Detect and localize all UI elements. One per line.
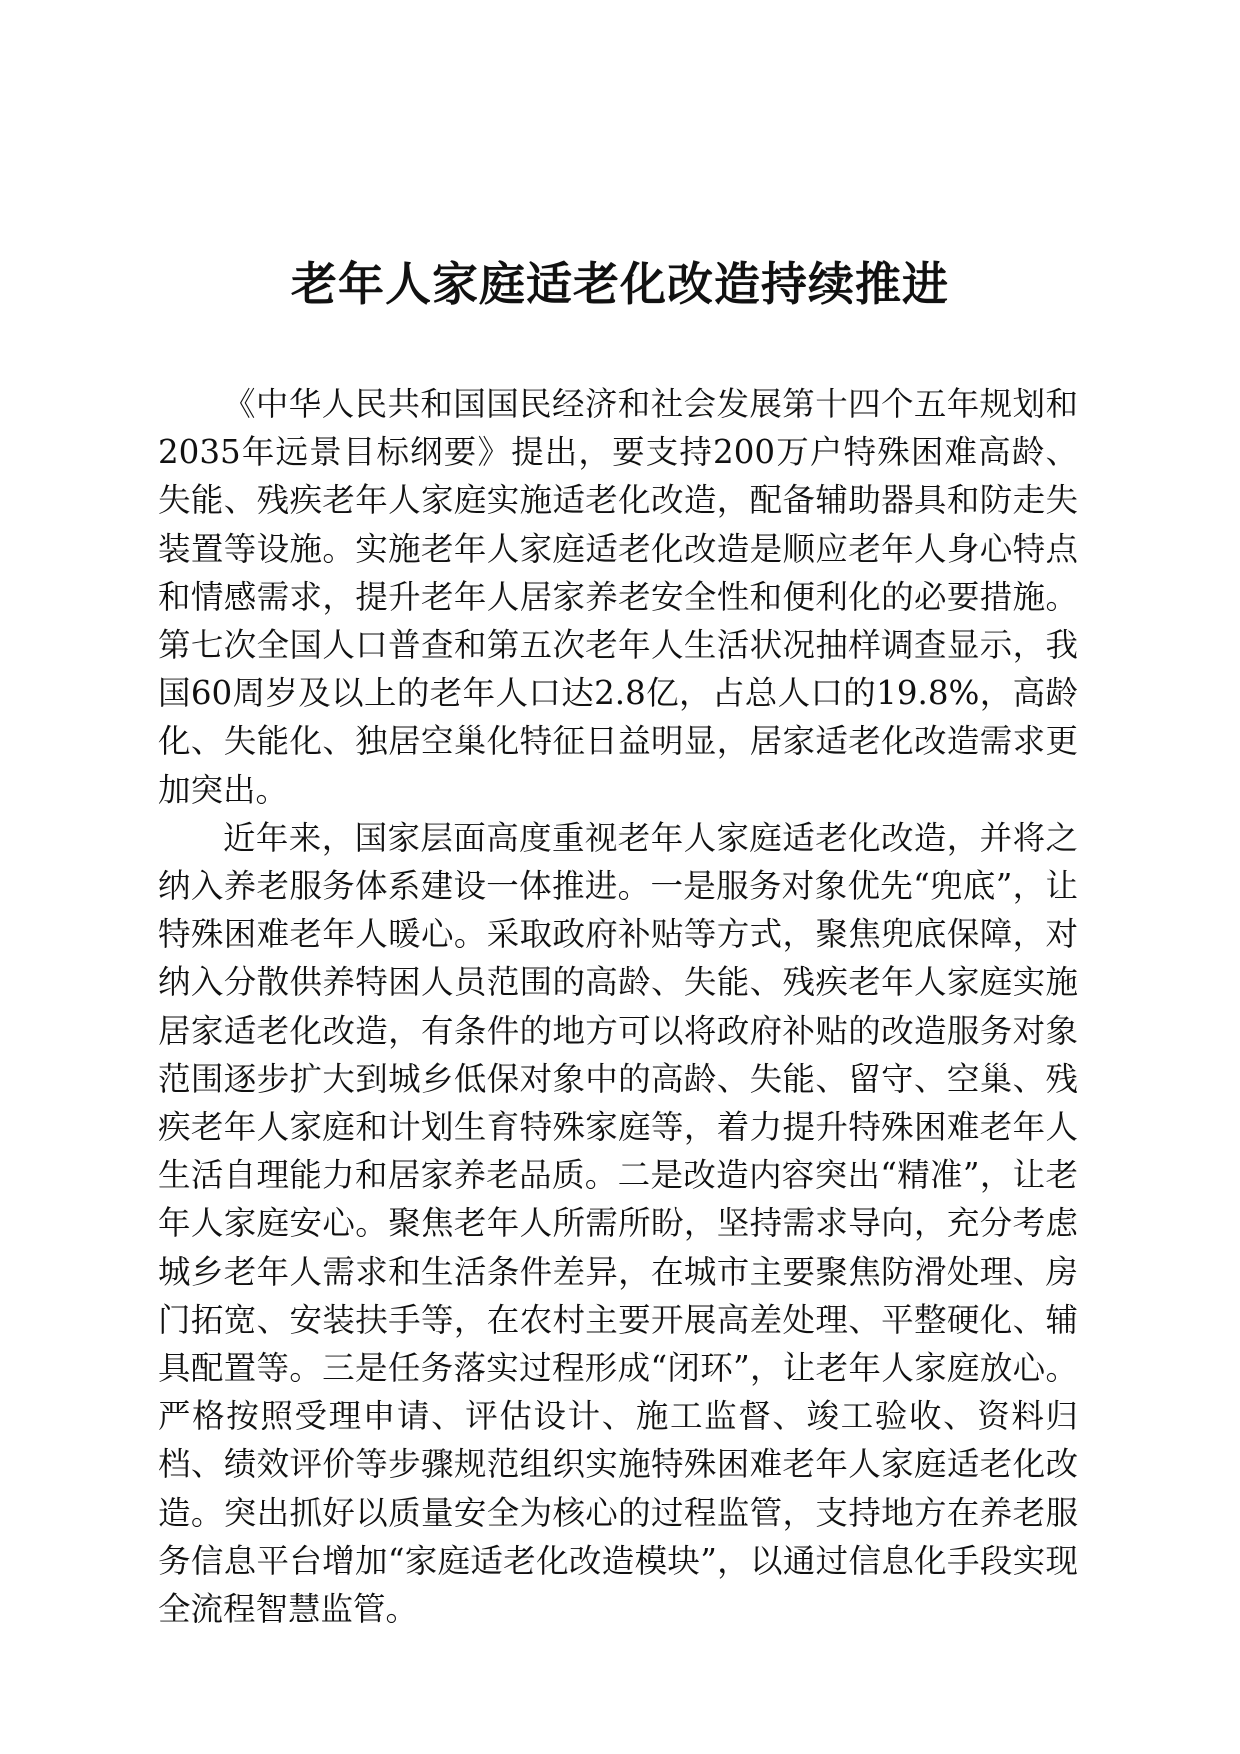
document-title: 老年人家庭适老化改造持续推进 — [291, 257, 949, 311]
paragraph-intro: 《中华人民共和国国民经济和社会发展第十四个五年规划和2035年远景目标纲要》提出，要支持200万户特殊困难高龄、失能、残疾老年人家庭实施适老化改造，配备辅助器具和防走失装置等设施。实施老年人家庭适老化改造是顺应老年人身心特点和情感需求，提升老年人居家养老安全性和便利化的必要措施。第七次全国人口普查和第五次老年人生活状况抽样调查显示，我国60周岁及以上的老年人口达2.8亿，占总人口的19.8%，高龄化、失能化、独居空巢化特征日益明显，居家适老化改造需求更加突出。 — [158, 385, 1078, 809]
document-body — [158, 380, 1078, 1633]
paragraph-measures: 近年来，国家层面高度重视老年人家庭适老化改造，并将之纳入养老服务体系建设一体推进。一是服务对象优先“兜底”，让特殊困难老年人暖心。采取政府补贴等方式，聚焦兜底保障，对纳入分散供养特困人员范围的高龄、失能、残疾老年人家庭实施居家适老化改造，有条件的地方可以将政府补贴的改造服务对象范围逐步扩大到城乡低保对象中的高龄、失能、留守、空巢、残疾老年人家庭和计划生育特殊家庭等，着力提升特殊困难老年人生活自理能力和居家养老品质。二是改造内容突出“精准”，让老年人家庭安心。聚焦老年人所需所盼，坚持需求导向，充分考虑城乡老年人需求和生活条件差异，在城市主要聚焦防滑处理、房门拓宽、安装扶手等，在农村主要开展高差处理、平整硬化、辅具配置等。三是任务落实过程形成“闭环”，让老年人家庭放心。严格按照受理申请、评估设计、施工监督、竣工验收、资料归档、绩效评价等步骤规范组织实施特殊困难老年人家庭适老化改造。突出抓好以质量安全为核心的过程监管，支持地方在养老服务信息平台增加“家庭适老化改造模块”，以通过信息化手段实现全流程智慧监管。 — [158, 818, 1078, 1629]
